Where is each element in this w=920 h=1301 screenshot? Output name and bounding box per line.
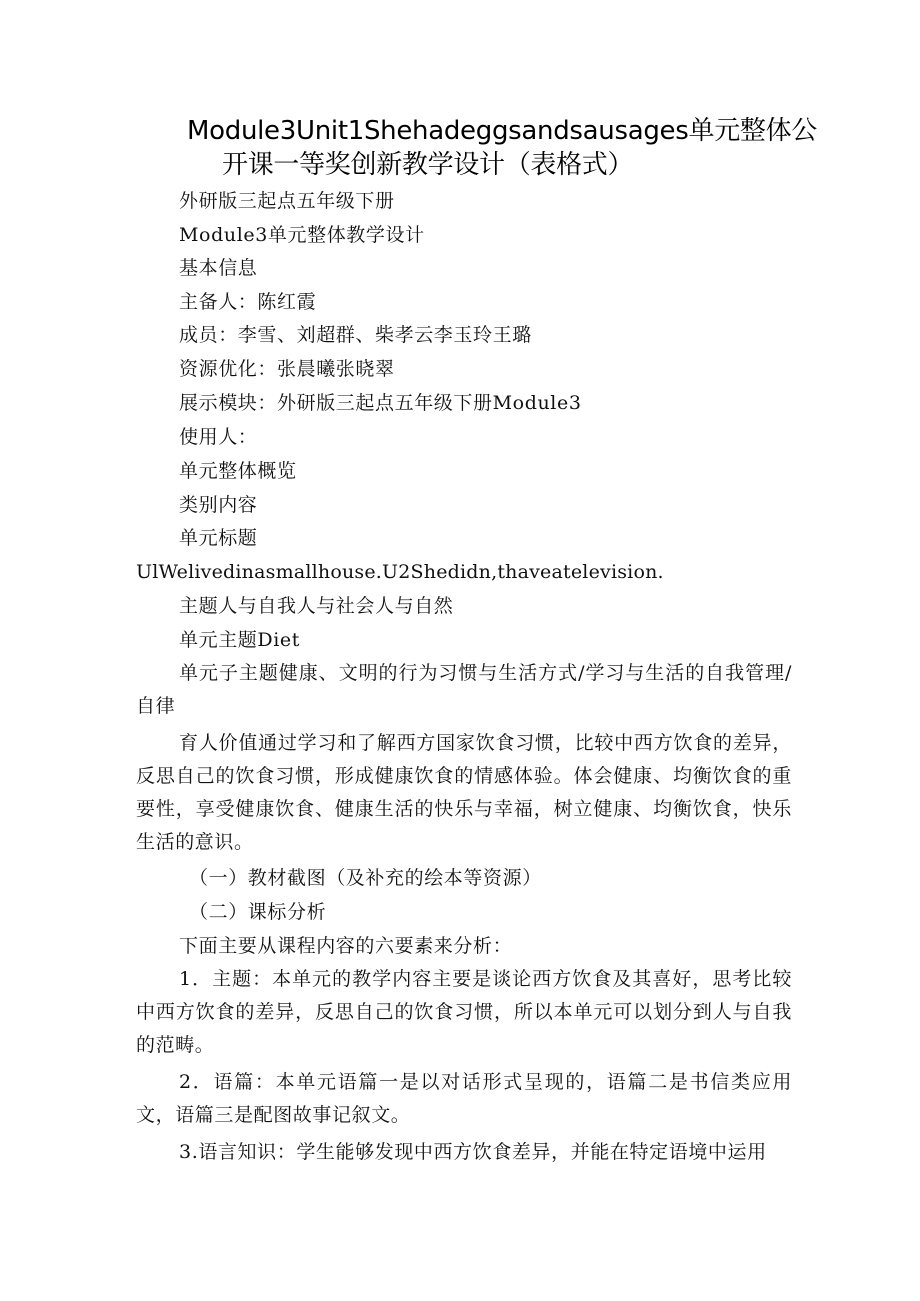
lead-preparer: 主备人：陈红霞 <box>179 291 317 313</box>
education-value-paragraph: 育人价值通过学习和了解西方国家饮食习惯，比较中西方饮食的差异，反思自己的饮食习惯，形成健康饮食的情感体验。体会健康、均衡饮食的重要性，享受健康饮食、健康生活的快乐与幸福，树立健康、均衡饮食，快乐生活的意识。 <box>136 732 792 853</box>
user-label: 使用人： <box>179 426 258 448</box>
unit-title-value: UlWelivedinasmallhouse.U2Shedidn,thaveatelevision. <box>136 561 664 583</box>
analysis-intro: 下面主要从课程内容的六要素来分析： <box>179 935 513 957</box>
textbook-label: 外研版三起点五年级下册 <box>179 190 395 212</box>
section-textbook-screenshot: （一）教材截图（及补充的绘本等资源） <box>189 867 542 889</box>
point-3-paragraph: 3.语言知识：学生能够发现中西方饮食差异，并能在特定语境中运用 <box>179 1141 767 1163</box>
category-content: 类别内容 <box>179 494 258 516</box>
point-1-paragraph: 1．主题：本单元的教学内容主要是谈论西方饮食及其喜好，思考比较中西方饮食的差异，反思自己的饮食习惯，所以本单元可以划分到人与自我的范畴。 <box>136 968 792 1056</box>
document-title-line-1: Module3Unit1Shehadeggsandsausages单元整体公 <box>187 116 817 146</box>
basic-info-heading: 基本信息 <box>179 257 258 279</box>
unit-title-label: 单元标题 <box>179 527 258 549</box>
display-module: 展示模块：外研版三起点五年级下册Module3 <box>179 392 582 414</box>
section-curriculum-analysis: （二）课标分析 <box>189 901 327 923</box>
unit-theme: 单元主题Diet <box>179 629 300 651</box>
document-title-line-2: 开课一等奖创新教学设计（表格式） <box>222 150 634 180</box>
members: 成员：李雪、刘超群、柴孝云李玉玲王璐 <box>179 324 532 346</box>
subtheme-paragraph: 单元子主题健康、文明的行为习惯与生活方式/学习与生活的自我管理/自律 <box>136 662 792 717</box>
unit-overview-heading: 单元整体概览 <box>179 460 297 482</box>
theme-line: 主题人与自我人与社会人与自然 <box>179 595 454 617</box>
unit-design-label: Module3单元整体教学设计 <box>179 224 425 246</box>
resource-optimization: 资源优化：张晨曦张晓翠 <box>179 358 395 380</box>
point-2-paragraph: 2．语篇：本单元语篇一是以对话形式呈现的，语篇二是书信类应用文，语篇三是配图故事记叙文。 <box>136 1071 792 1126</box>
